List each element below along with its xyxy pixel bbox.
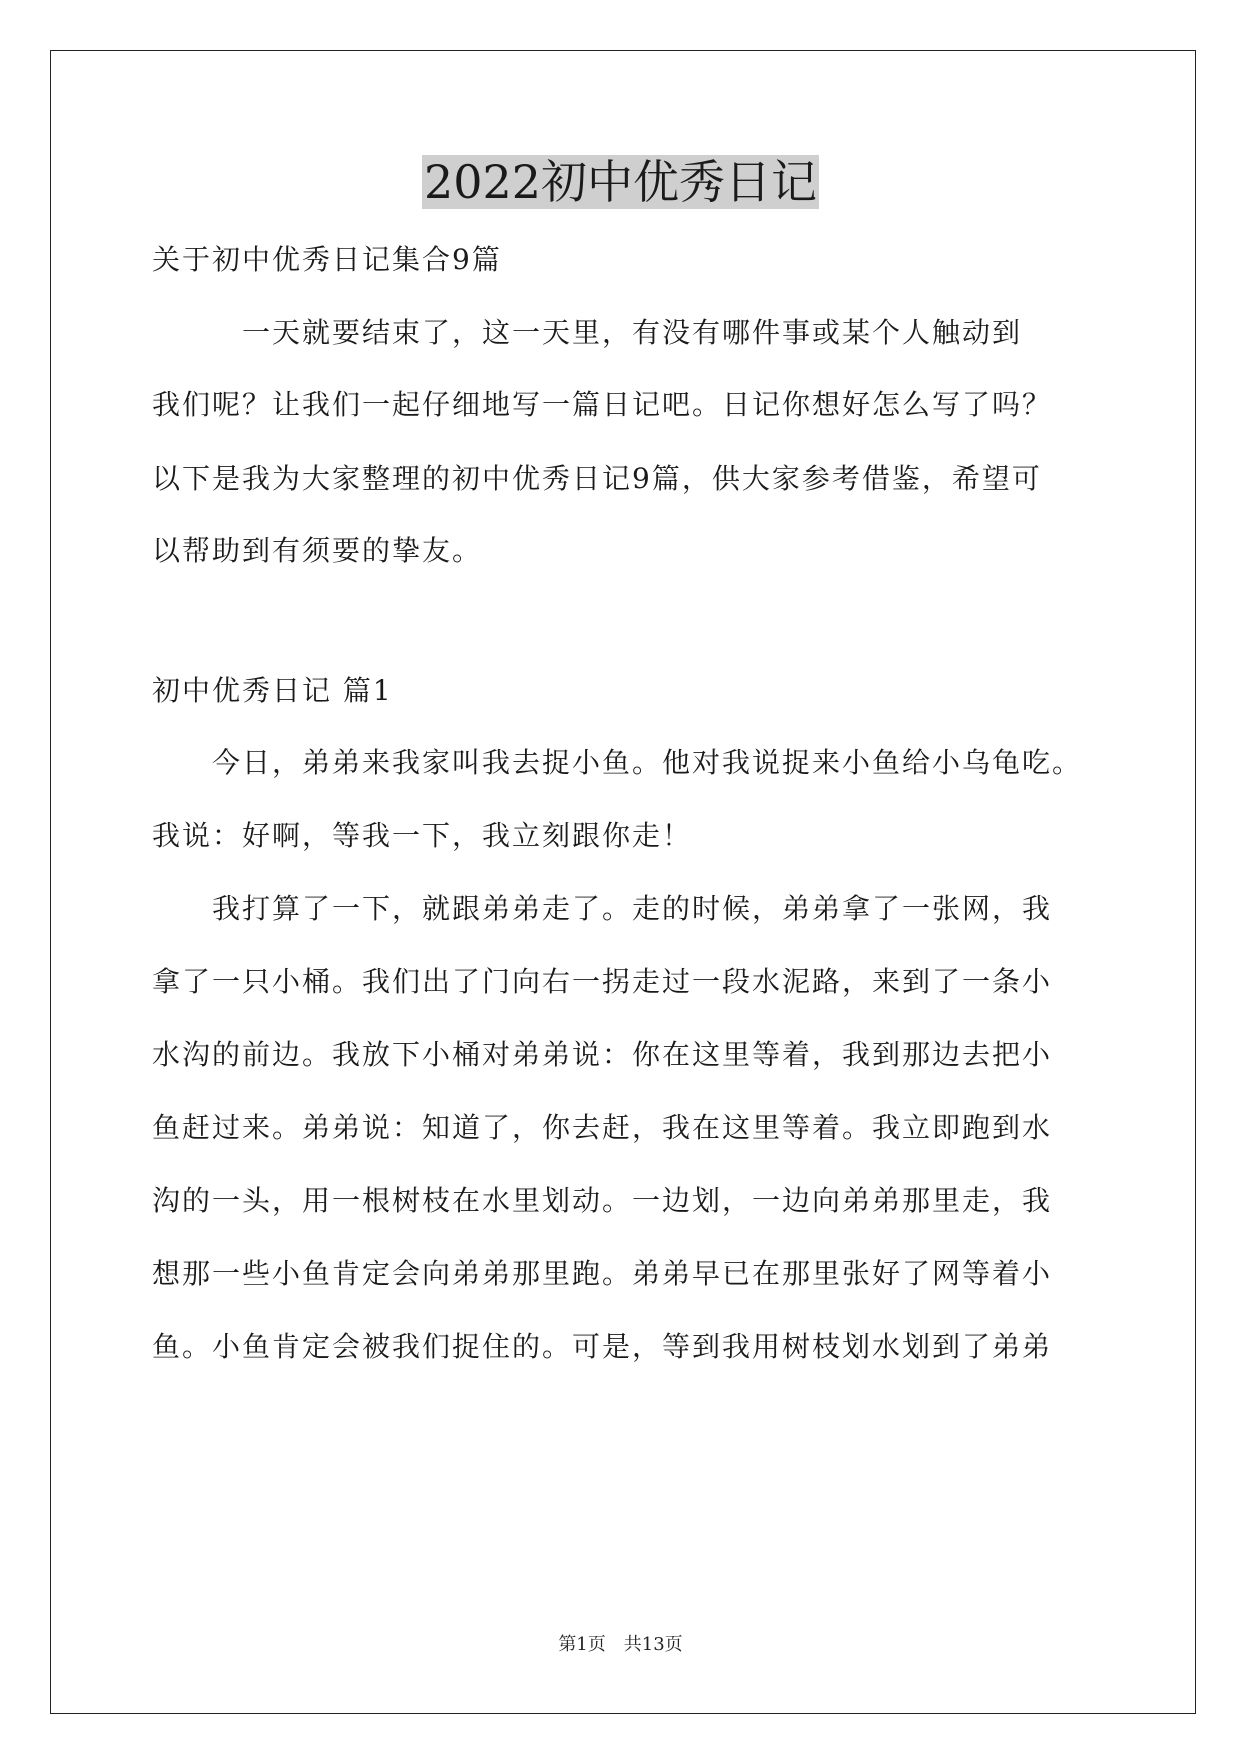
body-line-6: 鱼赶过来。弟弟说：知道了，你去赶，我在这里等着。我立即跑到水	[152, 1111, 1053, 1144]
body-line-9: 鱼。小鱼肯定会被我们捉住的。可是，等到我用树枝划水划到了弟弟	[152, 1330, 1053, 1363]
page-footer: 第1页 共13页	[558, 1634, 683, 1655]
body-line-4: 拿了一只小桶。我们出了门向右一拐走过一段水泥路，来到了一条小	[152, 965, 1053, 998]
section-heading: 初中优秀日记 篇1	[152, 674, 393, 707]
body-line-8: 想那一些小鱼肯定会向弟弟那里跑。弟弟早已在那里张好了网等着小	[152, 1257, 1053, 1290]
page-border	[50, 50, 1196, 1714]
body-line-3: 我打算了一下，就跟弟弟走了。走的时候，弟弟拿了一张网，我	[152, 892, 1053, 925]
body-line-7: 沟的一头，用一根树枝在水里划动。一边划，一边向弟弟那里走，我	[152, 1184, 1053, 1217]
document-title	[0, 152, 1241, 212]
intro-line-2: 我们呢？让我们一起仔细地写一篇日记吧。日记你想好怎么写了吗？	[152, 388, 1053, 421]
body-line-5: 水沟的前边。我放下小桶对弟弟说：你在这里等着，我到那边去把小	[152, 1038, 1053, 1071]
body-line-2: 我说：好啊，等我一下，我立刻跟你走！	[152, 819, 693, 852]
document-title-text: 2022初中优秀日记	[423, 155, 818, 209]
document-subtitle: 关于初中优秀日记集合9篇	[152, 243, 502, 276]
intro-line-4: 以帮助到有须要的挚友。	[152, 534, 483, 567]
intro-line-1: 一天就要结束了，这一天里，有没有哪件事或某个人触动到	[152, 316, 1023, 349]
body-line-1: 今日，弟弟来我家叫我去捉小鱼。他对我说捉来小鱼给小乌龟吃。	[152, 746, 1083, 779]
intro-line-3: 以下是我为大家整理的初中优秀日记9篇，供大家参考借鉴，希望可	[152, 462, 1042, 495]
